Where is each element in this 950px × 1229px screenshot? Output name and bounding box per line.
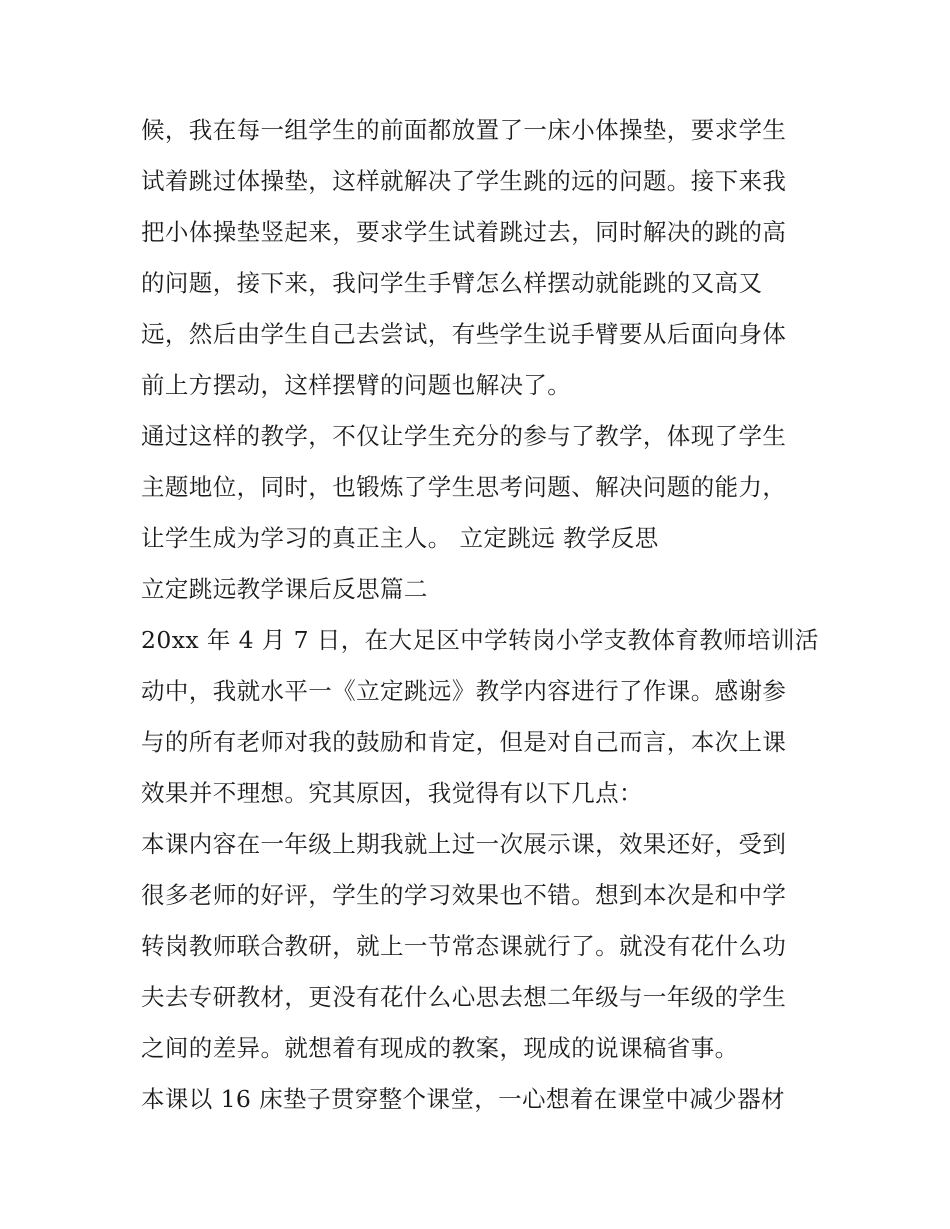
document-body bbox=[141, 105, 821, 1125]
text-line: 动中，我就水平一《立定跳远》教学内容进行了作课。感谢参 bbox=[141, 677, 787, 705]
text-line: 的问题，接下来，我问学生手臂怎么样摆动就能跳的又高又 bbox=[141, 269, 763, 297]
text-line: 主题地位，同时，也锻炼了学生思考问题、解决问题的能力， bbox=[141, 473, 787, 501]
text-line: 与的所有老师对我的鼓励和肯定，但是对自己而言，本次上课 bbox=[141, 728, 787, 756]
text-line: 很多老师的好评，学生的学习效果也不错。想到本次是和中学 bbox=[141, 881, 787, 909]
text-line: 转岗教师联合教研，就上一节常态课就行了。就没有花什么功 bbox=[141, 932, 787, 960]
text-line: 远，然后由学生自己去尝试，有些学生说手臂要从后面向身体 bbox=[141, 320, 787, 348]
section-heading: 立定跳远教学课后反思篇二 bbox=[141, 575, 428, 603]
text-line: 通过这样的教学，不仅让学生充分的参与了教学，体现了学生 bbox=[141, 422, 787, 450]
text-line: 让学生成为学习的真正主人。 立定跳远 教学反思 bbox=[141, 524, 659, 552]
text-line: 本课内容在一年级上期我就上过一次展示课，效果还好，受到 bbox=[141, 830, 787, 858]
text-line: 本课以 16 床垫子贯穿整个课堂，一心想着在课堂中减少器材 bbox=[141, 1085, 785, 1113]
text-line: 20xx 年 4 月 7 日，在大足区中学转岗小学支教体育教师培训活 bbox=[141, 626, 819, 654]
text-line: 试着跳过体操垫，这样就解决了学生跳的远的问题。接下来我 bbox=[141, 167, 787, 195]
text-line: 候，我在每一组学生的前面都放置了一床小体操垫，要求学生 bbox=[141, 116, 787, 144]
text-line: 把小体操垫竖起来，要求学生试着跳过去，同时解决的跳的高 bbox=[141, 218, 787, 246]
text-line: 前上方摆动，这样摆臂的问题也解决了。 bbox=[141, 371, 572, 399]
text-line: 之间的差异。就想着有现成的教案，现成的说课稿省事。 bbox=[141, 1034, 739, 1062]
text-line: 夫去专研教材，更没有花什么心思去想二年级与一年级的学生 bbox=[141, 983, 787, 1011]
text-line: 效果并不理想。究其原因，我觉得有以下几点： bbox=[141, 779, 643, 807]
